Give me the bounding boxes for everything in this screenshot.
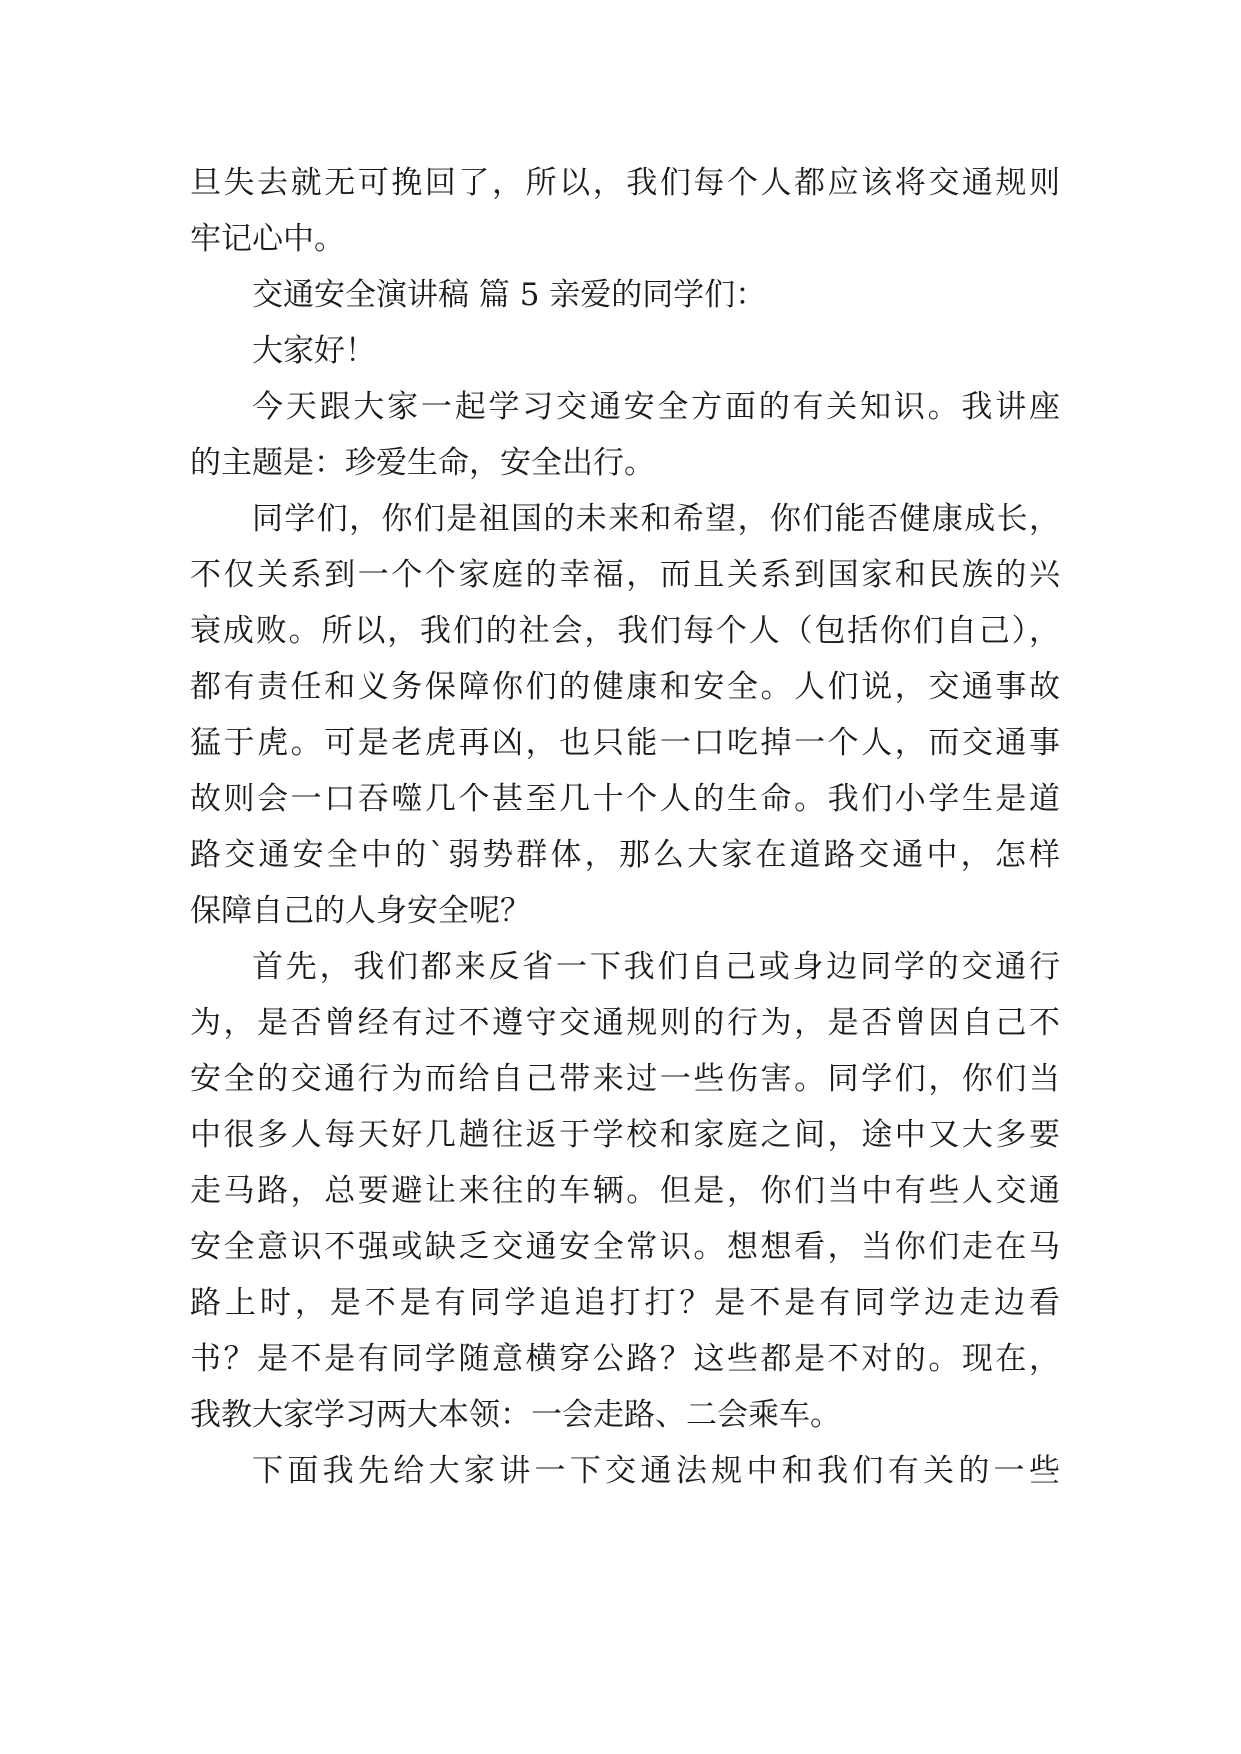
text-line: 故则会一口吞噬几个甚至几十个人的生命。我们小学生是道 — [190, 781, 1060, 817]
text-line: 不仅关系到一个个家庭的幸福，而且关系到国家和民族的兴 — [190, 557, 1060, 593]
text-line: 安全意识不强或缺乏交通安全常识。想想看，当你们走在马 — [190, 1229, 1060, 1265]
text-line: 交通安全演讲稿 篇 5 亲爱的同学们： — [252, 277, 767, 313]
text-line: 路交通安全中的`弱势群体，那么大家在道路交通中，怎样 — [190, 837, 1060, 873]
text-line: 衰成败。所以，我们的社会，我们每个人（包括你们自己）， — [190, 613, 1060, 649]
text-line: 走马路，总要避让来往的车辆。但是，你们当中有些人交通 — [190, 1173, 1060, 1209]
text-line: 都有责任和义务保障你们的健康和安全。人们说，交通事故 — [190, 669, 1060, 705]
text-line: 书？是不是有同学随意横穿公路？这些都是不对的。现在， — [190, 1341, 1060, 1377]
text-line: 安全的交通行为而给自己带来过一些伤害。同学们，你们当 — [190, 1061, 1060, 1097]
text-line: 保障自己的人身安全呢？ — [190, 893, 531, 929]
body-text — [190, 155, 1060, 1499]
text-line: 同学们，你们是祖国的未来和希望，你们能否健康成长， — [252, 501, 1060, 537]
text-line: 旦失去就无可挽回了，所以，我们每个人都应该将交通规则 — [190, 165, 1060, 201]
text-line: 猛于虎。可是老虎再凶，也只能一口吃掉一个人，而交通事 — [190, 725, 1060, 761]
text-line: 首先，我们都来反省一下我们自己或身边同学的交通行 — [252, 949, 1060, 985]
text-line: 的主题是：珍爱生命，安全出行。 — [190, 445, 655, 481]
text-line: 下面我先给大家讲一下交通法规中和我们有关的一些 — [252, 1453, 1060, 1489]
text-line: 今天跟大家一起学习交通安全方面的有关知识。我讲座 — [252, 389, 1060, 425]
text-line: 为，是否曾经有过不遵守交通规则的行为，是否曾因自己不 — [190, 1005, 1060, 1041]
text-line: 路上时，是不是有同学追追打打？是不是有同学边走边看 — [190, 1285, 1060, 1321]
text-line: 中很多人每天好几趟往返于学校和家庭之间，途中又大多要 — [190, 1117, 1060, 1153]
text-line: 牢记心中。 — [190, 221, 345, 257]
text-line: 大家好！ — [252, 333, 376, 369]
text-line: 我教大家学习两大本领：一会走路、二会乘车。 — [190, 1397, 841, 1433]
